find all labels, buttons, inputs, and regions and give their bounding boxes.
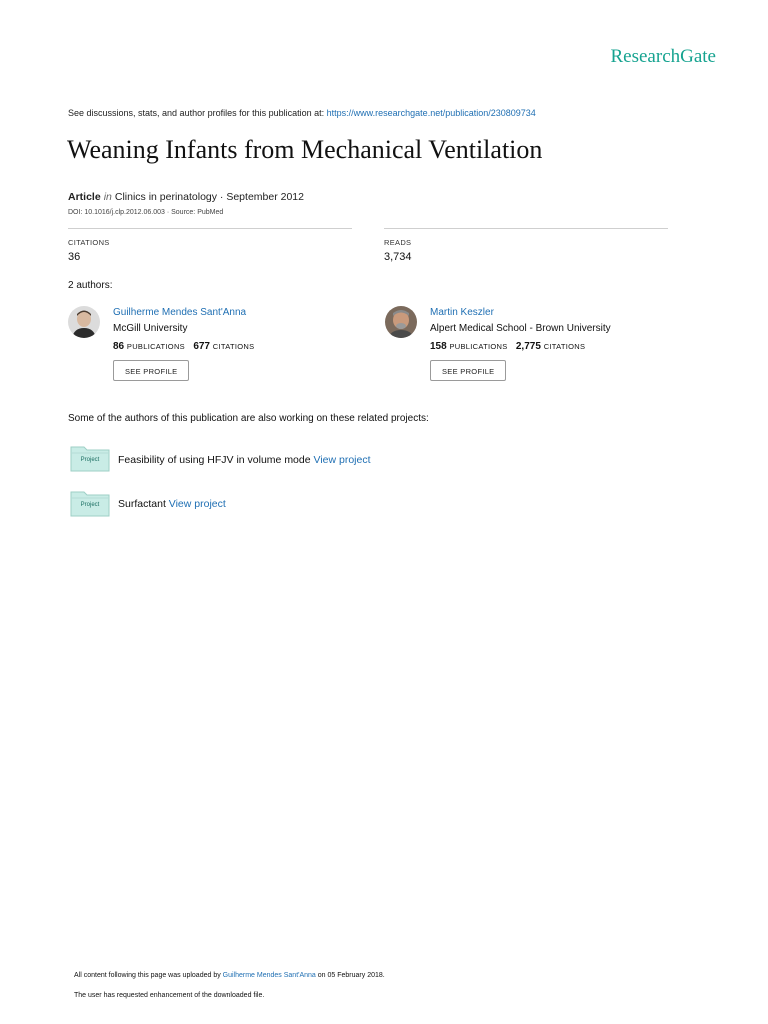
project-item [118, 454, 371, 466]
author-publications-count: 86 [113, 341, 125, 352]
doi-source: DOI: 10.1016/j.clp.2012.06.003 · Source: PubMed [68, 209, 224, 216]
author-citations-count: 2,775 [515, 341, 541, 352]
author-publications-label: PUBLICATIONS [126, 342, 185, 351]
journal-date: Clinics in perinatology · September 2012 [114, 191, 304, 203]
author-avatar[interactable] [385, 306, 417, 338]
article-in: in [103, 191, 112, 203]
author-citations-label: CITATIONS [212, 342, 255, 351]
author-citations-label: CITATIONS [543, 342, 586, 351]
author-publications-label: PUBLICATIONS [449, 342, 508, 351]
project-icon-label: Project [80, 502, 100, 508]
citations-value: 36 [68, 251, 81, 263]
project-name: Surfactant [118, 498, 169, 510]
reads-value: 3,734 [384, 251, 412, 263]
enhancement-note: The user has requested enhancement of the downloaded file. [74, 992, 265, 999]
author-citations-count: 677 [193, 341, 210, 352]
author-stats [430, 341, 585, 352]
project-item [118, 498, 226, 510]
upload-note [74, 972, 385, 979]
folder-icon [70, 444, 110, 472]
project-icon-label: Project [80, 457, 100, 463]
authors-heading: 2 authors: [68, 280, 113, 291]
author-stats [113, 341, 254, 352]
folder-icon [70, 489, 110, 517]
avatar-photo-icon [68, 306, 100, 338]
author-publications-count: 158 [430, 341, 447, 352]
author-name-link[interactable]: Martin Keszler [430, 307, 494, 318]
discussion-line [68, 108, 536, 118]
divider-right [384, 228, 668, 229]
avatar-photo-icon [385, 306, 417, 338]
discussion-prefix: See discussions, stats, and author profiles for this publication at: [68, 108, 327, 118]
upload-prefix: All content following this page was uploaded by [74, 972, 223, 979]
researchgate-logo[interactable]: ResearchGate [610, 46, 716, 67]
author-name-link[interactable]: Guilherme Mendes Sant'Anna [113, 307, 247, 318]
author-affiliation: Alpert Medical School - Brown University [430, 323, 611, 334]
author-affiliation: McGill University [113, 323, 188, 334]
article-meta [68, 191, 304, 203]
see-profile-button[interactable]: SEE PROFILE [113, 360, 189, 381]
reads-label: READS [384, 238, 412, 247]
see-profile-button[interactable]: SEE PROFILE [430, 360, 506, 381]
page-title: Weaning Infants from Mechanical Ventilation [67, 135, 543, 164]
uploader-link[interactable]: Guilherme Mendes Sant'Anna [222, 972, 316, 979]
upload-suffix: on 05 February 2018. [315, 972, 385, 979]
view-project-link[interactable]: View project [168, 498, 226, 510]
citations-label: CITATIONS [68, 238, 110, 247]
project-name: Feasibility of using HFJV in volume mode [118, 454, 314, 466]
divider-left [68, 228, 352, 229]
author-avatar[interactable] [68, 306, 100, 338]
article-type: Article [68, 191, 101, 203]
view-project-link[interactable]: View project [313, 454, 371, 466]
related-projects-heading: Some of the authors of this publication are also working on these related projects: [68, 413, 429, 424]
publication-url-link[interactable]: https://www.researchgate.net/publication/230809734 [326, 108, 536, 118]
